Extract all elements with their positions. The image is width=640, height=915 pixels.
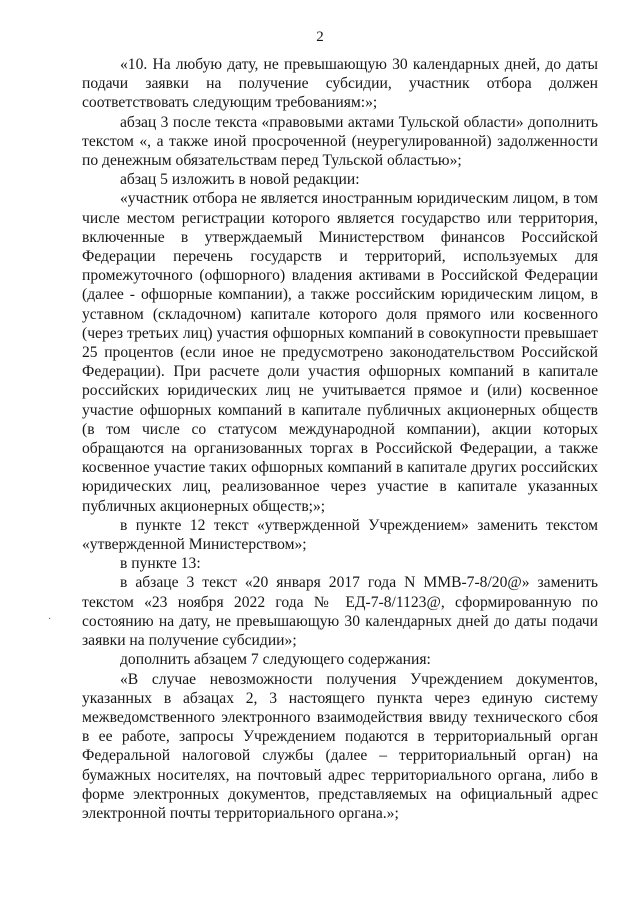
scan-speck: ·	[48, 614, 52, 625]
paragraph-clause-7-text: «В случае невозможности получения Учреждением документов, указанных в абзацах 2, 3 настоящего пункта через единую систему межведомственного электронного взаимодействия ввиду технического сбоя в ее работе, запросы Учреждением подаются в территориальный орган Федеральной налоговой службы (далее – территориальный орган) на бумажных носителях, на почтовый адрес территориального органа, либо в форме электронных документов, представляемых на официальный адрес электронной почты территориального органа.»;	[82, 670, 598, 822]
paragraph-clause-5-heading: абзац 5 изложить в новой редакции:	[120, 171, 360, 189]
page-number: 2	[316, 29, 324, 45]
paragraph-clause-5-text: «участник отбора не является иностранным юридическим лицом, в том числе местом регистрации которого является государство или территория, включенные в утверждаемый Министерством финансов Российской Федерации перечень государств и территорий, используемых для промежуточного (офшорного) владения активами в Российской Федерации (далее - офшорные компании), а также российским юридическим лицом, в уставном (складочном) капитале которого доля прямого или косвенного (через третьих лиц) участия офшорных компаний в совокупности превышает 25 процентов (если иное не предусмотрено законодательством Российской Федерации). При расчете доли участия офшорных компаний в капитале российских юридических лиц не учитывается прямое и (или) косвенное участие офшорных компаний в капитале публичных акционерных обществ (в том числе со статусом международной компании), акции которых обращаются на организованных торгах в Российской Федерации, а также косвенное участие таких офшорных компаний в капитале других российских юридических лиц, реализованное через участие в капитале указанных публичных акционерных обществ;»;	[82, 190, 598, 515]
paragraph-add-clause-7: дополнить абзацем 7 следующего содержания:	[120, 651, 431, 669]
paragraph-item-13-heading: в пункте 13:	[120, 555, 201, 573]
paragraph-item-12: в пункте 12 текст «утвержденной Учреждением» заменить текстом «утвержденной Министерством»;	[82, 516, 598, 554]
document-body	[82, 55, 598, 823]
paragraph-requirements-intro: «10. На любую дату, не превышающую 30 календарных дней, до даты подачи заявки на получение субсидии, участник отбора должен соответствовать следующим требованиям:»;	[82, 56, 598, 112]
paragraph-item-13-clause-3: в абзаце 3 текст «20 января 2017 года N ММВ-7-8/20@» заменить текстом «23 ноября 2022 года № ЕД-7-8/1123@, сформированную по состоянию на дату, не превышающую 30 календарных дней до даты подачи заявки на получение субсидии»;	[82, 574, 598, 650]
paragraph-amend-clause-3: абзац 3 после текста «правовыми актами Тульской области» дополнить текстом «, а также иной просроченной (неурегулированной) задолженности по денежным обязательствам перед Тульской областью»;	[82, 113, 598, 170]
